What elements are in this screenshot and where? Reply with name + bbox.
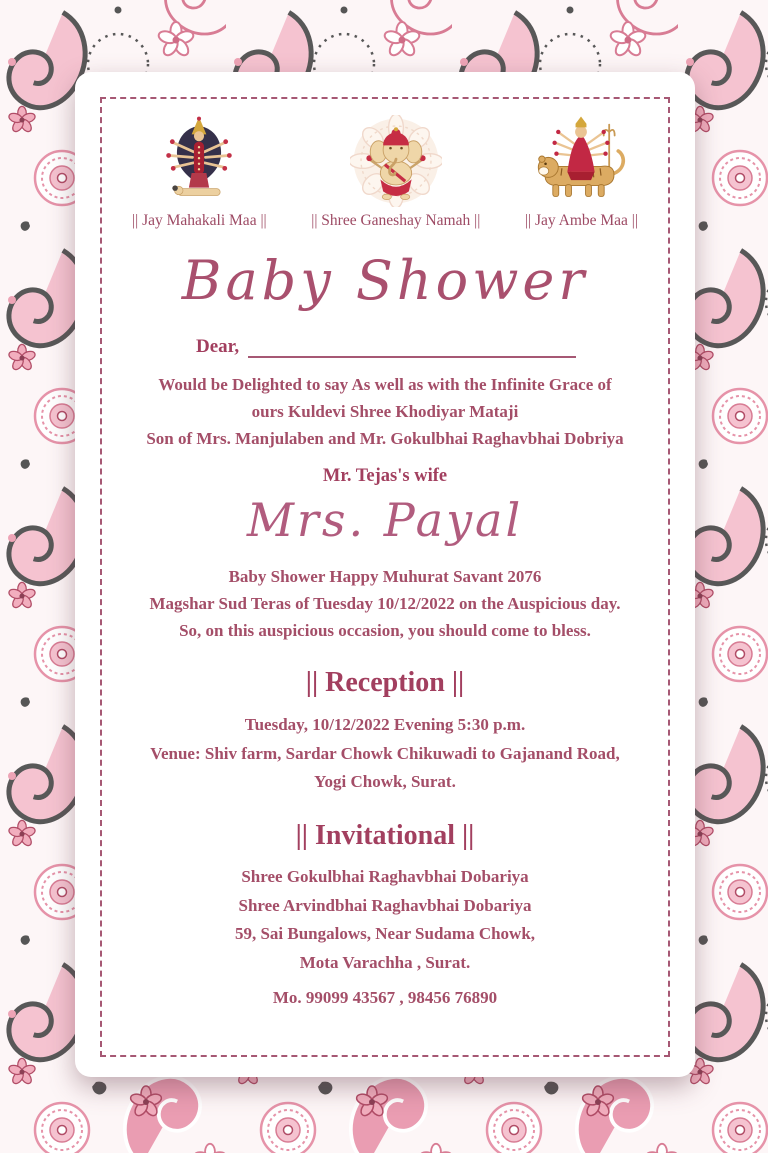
card-title: Baby Shower bbox=[181, 249, 589, 312]
deity-row bbox=[122, 115, 648, 230]
ganesha-icon bbox=[350, 115, 442, 207]
reception-heading: || Reception || bbox=[305, 667, 465, 699]
reception-details bbox=[122, 711, 648, 797]
reception-line: Venue: Shiv farm, Sardar Chowk Chikuwadi to Gajanand Road, bbox=[150, 743, 620, 763]
intro-line: Son of Mrs. Manjulaben and Mr. Gokulbhai Raghavbhai Dobriya bbox=[146, 429, 624, 449]
deity-caption: || Jay Ambe Maa || bbox=[524, 212, 638, 229]
dashed-border-frame bbox=[100, 97, 670, 1057]
muhurat-line: So, on this auspicious occasion, you should come to bless. bbox=[179, 621, 591, 641]
muhurat-line: Baby Shower Happy Muhurat Savant 2076 bbox=[228, 566, 542, 586]
deity-ambe-maa bbox=[525, 115, 638, 230]
invitation-card bbox=[75, 72, 695, 1077]
invitational-details bbox=[122, 863, 648, 977]
ambe-maa-icon bbox=[531, 115, 631, 207]
deity-mahakali bbox=[132, 115, 267, 230]
deity-caption: || Jay Mahakali Maa || bbox=[132, 212, 267, 229]
deity-ganesha bbox=[311, 115, 480, 230]
salutation-label: Dear, bbox=[196, 336, 240, 358]
intro-line: Would be Delighted to say As well as with the Infinite Grace of bbox=[158, 375, 612, 395]
reception-line: Tuesday, 10/12/2022 Evening 5:30 p.m. bbox=[244, 715, 526, 734]
invitational-line: Mota Varachha , Surat. bbox=[299, 952, 471, 972]
invitational-line: 59, Sai Bungalows, Near Sudama Chowk, bbox=[234, 924, 536, 944]
muhurat-paragraph bbox=[122, 563, 648, 645]
honoree-name: Mrs. Payal bbox=[246, 492, 524, 547]
salutation-row bbox=[196, 336, 576, 358]
muhurat-line: Magshar Sud Teras of Tuesday 10/12/2022 on the Auspicious day. bbox=[149, 594, 621, 614]
invitational-line: Shree Arvindbhai Raghavbhai Dobariya bbox=[238, 895, 532, 915]
deity-caption: || Shree Ganeshay Namah || bbox=[311, 212, 481, 229]
invitational-heading: || Invitational || bbox=[295, 819, 475, 851]
contact-phones: Mo. 99099 43567 , 98456 76890 bbox=[272, 988, 498, 1008]
honoree-relation: Mr. Tejas's wife bbox=[322, 465, 448, 486]
intro-paragraph bbox=[122, 371, 648, 453]
intro-line: ours Kuldevi Shree Khodiyar Mataji bbox=[251, 402, 519, 422]
reception-line: Yogi Chowk, Surat. bbox=[314, 772, 456, 792]
mahakali-icon bbox=[157, 115, 241, 207]
name-blank-line bbox=[248, 352, 576, 358]
invitational-line: Shree Gokulbhai Raghavbhai Dobariya bbox=[241, 867, 529, 887]
